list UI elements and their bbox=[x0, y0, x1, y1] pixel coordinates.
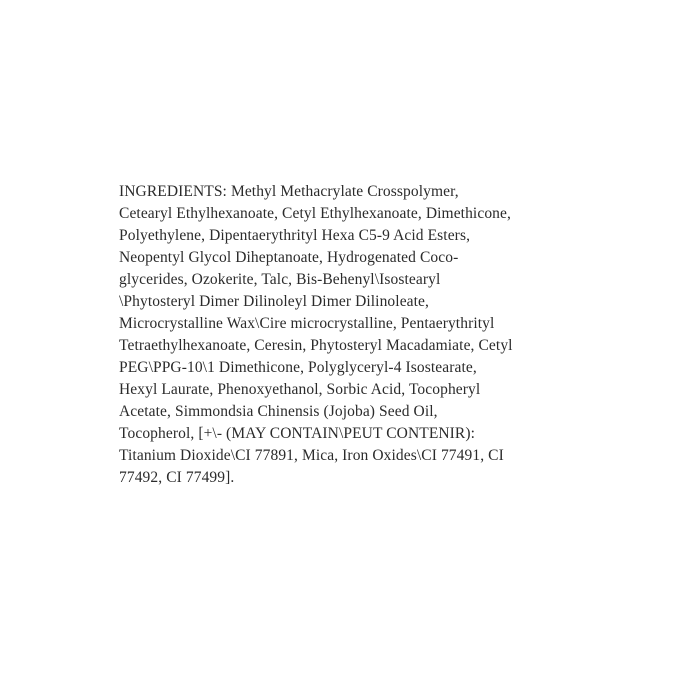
ingredients-line: Cetearyl Ethylhexanoate, Cetyl Ethylhexanoate, Dimethicone, bbox=[119, 205, 511, 222]
ingredients-line: glycerides, Ozokerite, Talc, Bis-Behenyl\Isostearyl bbox=[119, 271, 441, 288]
ingredients-line: 77492, CI 77499]. bbox=[119, 469, 235, 486]
ingredients-line: INGREDIENTS: Methyl Methacrylate Crosspolymer, bbox=[119, 183, 459, 200]
ingredients-line: Tocopherol, [+\- (MAY CONTAIN\PEUT CONTENIR): bbox=[119, 425, 476, 442]
ingredients-line: Tetraethylhexanoate, Ceresin, Phytosteryl Macadamiate, Cetyl bbox=[119, 337, 513, 354]
ingredients-line: Hexyl Laurate, Phenoxyethanol, Sorbic Acid, Tocopheryl bbox=[119, 381, 481, 398]
ingredients-line: Titanium Dioxide\CI 77891, Mica, Iron Oxides\CI 77491, CI bbox=[119, 447, 504, 464]
ingredients-panel bbox=[119, 181, 579, 489]
ingredients-line: \Phytosteryl Dimer Dilinoleyl Dimer Dilinoleate, bbox=[119, 293, 430, 310]
ingredients-line: Microcrystalline Wax\Cire microcrystalline, Pentaerythrityl bbox=[119, 315, 495, 332]
ingredients-line: Neopentyl Glycol Diheptanoate, Hydrogenated Coco- bbox=[119, 249, 459, 266]
ingredients-line: PEG\PPG-10\1 Dimethicone, Polyglyceryl-4 Isostearate, bbox=[119, 359, 477, 376]
ingredients-line: Polyethylene, Dipentaerythrityl Hexa C5-9 Acid Esters, bbox=[119, 227, 471, 244]
ingredients-line: Acetate, Simmondsia Chinensis (Jojoba) Seed Oil, bbox=[119, 403, 438, 420]
